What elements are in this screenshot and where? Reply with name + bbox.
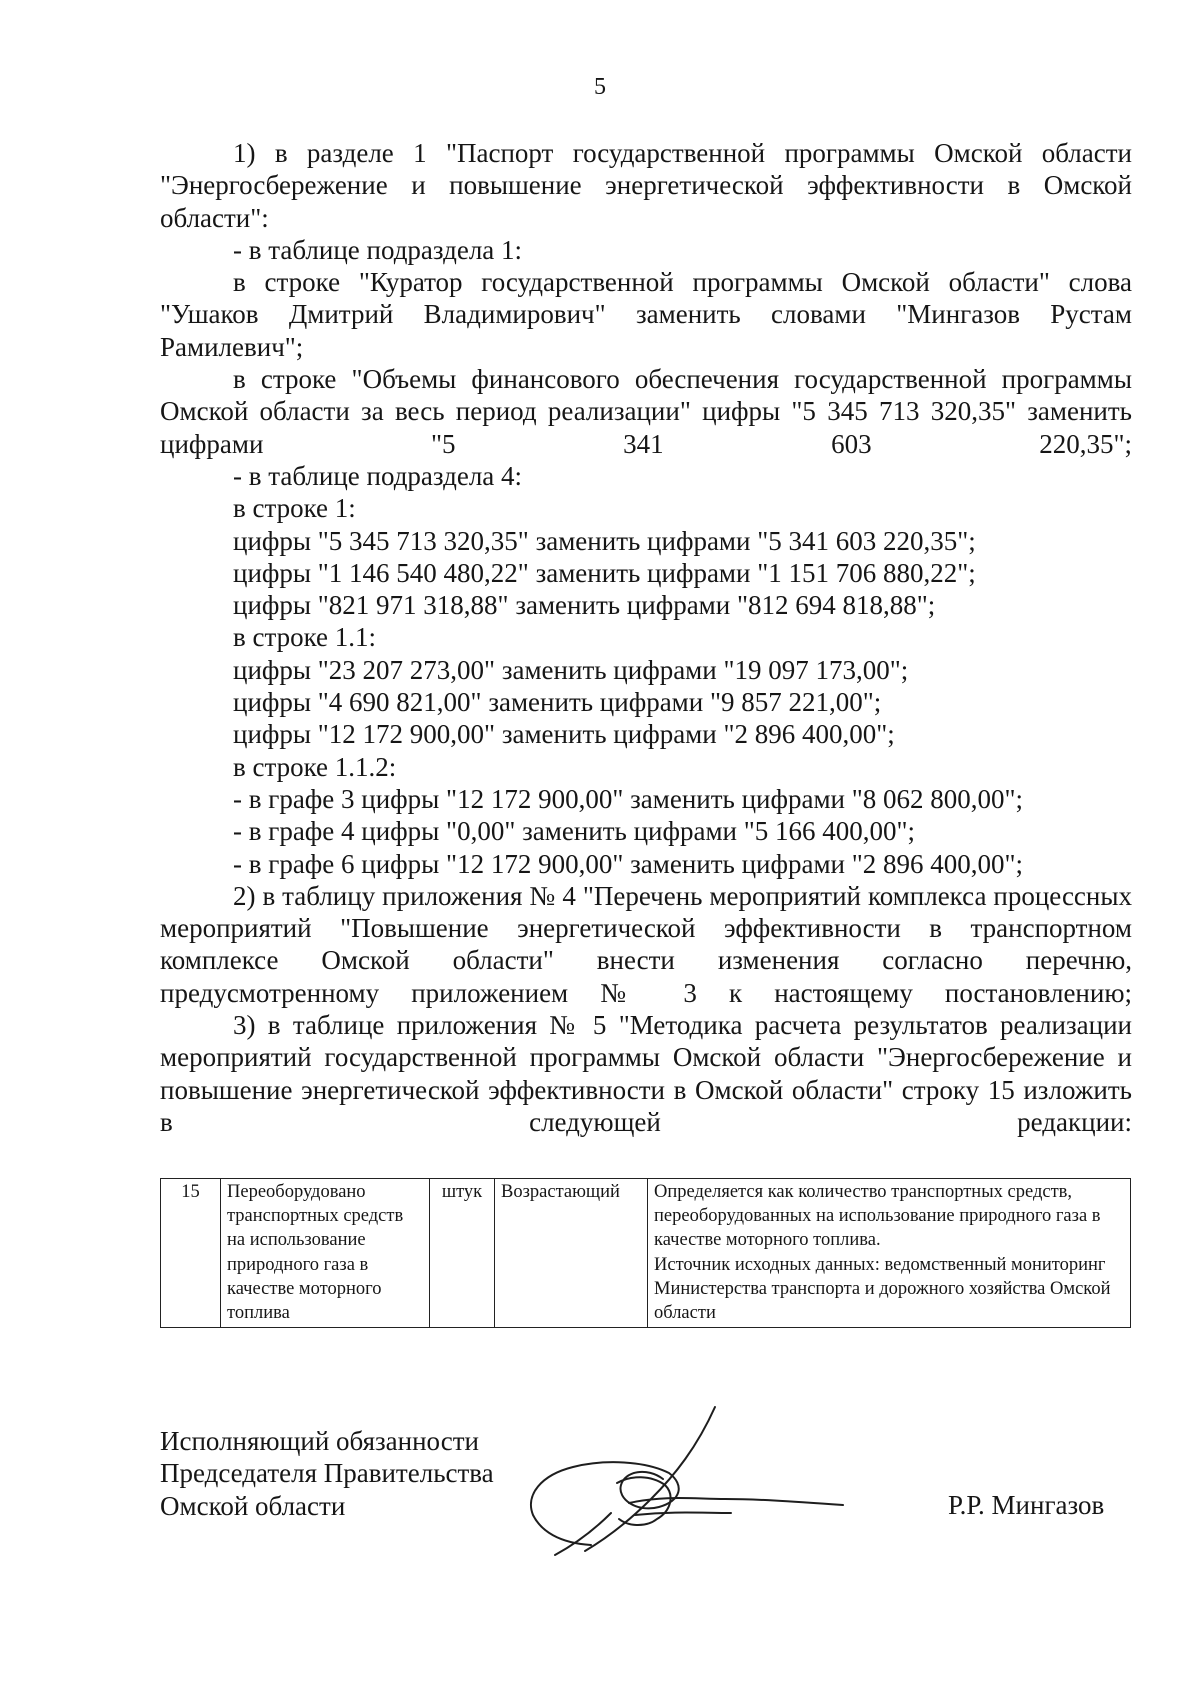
body-paragraph: - в графе 4 цифры "0,00" заменить цифрами "5 166 400,00"; bbox=[233, 816, 916, 847]
body-paragraph: 2) в таблицу приложения № 4 "Перечень мероприятий комплекса процессных мероприятий "Повышение энергетической эффективности в транспортном комплексе Омской области" внести изменения согласно перечню, предусмотренному приложением № 3 к настоящему постановлению; bbox=[160, 880, 1132, 1008]
body-paragraph: - в таблице подраздела 4: bbox=[233, 460, 523, 491]
body-paragraph: в строке 1: bbox=[233, 493, 356, 524]
signatory-position bbox=[160, 1425, 494, 1522]
position-line: Председателя Правительства bbox=[160, 1458, 494, 1489]
body-paragraph: цифры "12 172 900,00" заменить цифрами "2 896 400,00"; bbox=[233, 719, 895, 750]
method-cell bbox=[648, 1179, 1131, 1328]
body-paragraph: в строке "Объемы финансового обеспечения государственной программы Омской области за весь период реализации" цифры "5 345 713 320,35" заменить цифрами "5 341 603 220,35"; bbox=[160, 364, 1132, 459]
body-paragraph: в строке "Куратор государственной программы Омской области" слова "Ушаков Дмитрий Владимирович" заменить словами "Мингазов Рустам Рамилевич"; bbox=[160, 267, 1132, 362]
unit-cell: штук bbox=[430, 1179, 495, 1328]
data-source-text: Источник исходных данных: ведомственный мониторинг Министерства транспорта и дорожного хозяйства Омской области bbox=[654, 1254, 1111, 1324]
indicator-name-cell: Переоборудовано транспортных средств на использование природного газа в качестве моторного топлива bbox=[221, 1179, 430, 1328]
body-paragraph: цифры "4 690 821,00" заменить цифрами "9 857 221,00"; bbox=[233, 687, 882, 718]
handwritten-signature bbox=[525, 1395, 855, 1565]
table-row bbox=[161, 1179, 1131, 1328]
body-paragraph: - в графе 6 цифры "12 172 900,00" заменить цифрами "2 896 400,00"; bbox=[233, 848, 1024, 879]
body-paragraph: цифры "821 971 318,88" заменить цифрами "812 694 818,88"; bbox=[233, 590, 936, 621]
body-paragraph: цифры "23 207 273,00" заменить цифрами "19 097 173,00"; bbox=[233, 654, 909, 685]
body-paragraph: 3) в таблице приложения № 5 "Методика расчета результатов реализации мероприятий государственной программы Омской области "Энергосбережение и повышение энергетической эффективности в Омской области" строку 15 изложить в следующей редакции: bbox=[160, 1010, 1132, 1137]
body-text bbox=[160, 137, 1132, 1138]
body-paragraph: в строке 1.1.2: bbox=[233, 751, 397, 782]
body-paragraph: цифры "1 146 540 480,22" заменить цифрами "1 151 706 880,22"; bbox=[233, 557, 976, 588]
page-number: 5 bbox=[594, 74, 606, 100]
position-line: Омской области bbox=[160, 1490, 346, 1521]
row-number-cell: 15 bbox=[161, 1179, 221, 1328]
indicator-table bbox=[160, 1178, 1131, 1328]
direction-cell: Возрастающий bbox=[495, 1179, 648, 1328]
position-line: Исполняющий обязанности bbox=[160, 1426, 479, 1456]
body-paragraph: цифры "5 345 713 320,35" заменить цифрами "5 341 603 220,35"; bbox=[233, 525, 976, 556]
signatory-name: Р.Р. Мингазов bbox=[948, 1490, 1105, 1520]
body-paragraph: в строке 1.1: bbox=[233, 622, 377, 653]
body-paragraph: - в таблице подраздела 1: bbox=[233, 234, 523, 265]
method-text: Определяется как количество транспортных средств, переоборудованных на использование природного газа в качестве моторного топлива. bbox=[654, 1182, 1101, 1251]
body-paragraph: 1) в разделе 1 "Паспорт государственной программы Омской области "Энергосбережение и повышение энергетической эффективности в Омской области": bbox=[160, 138, 1132, 233]
body-paragraph: - в графе 3 цифры "12 172 900,00" заменить цифрами "8 062 800,00"; bbox=[233, 783, 1024, 814]
